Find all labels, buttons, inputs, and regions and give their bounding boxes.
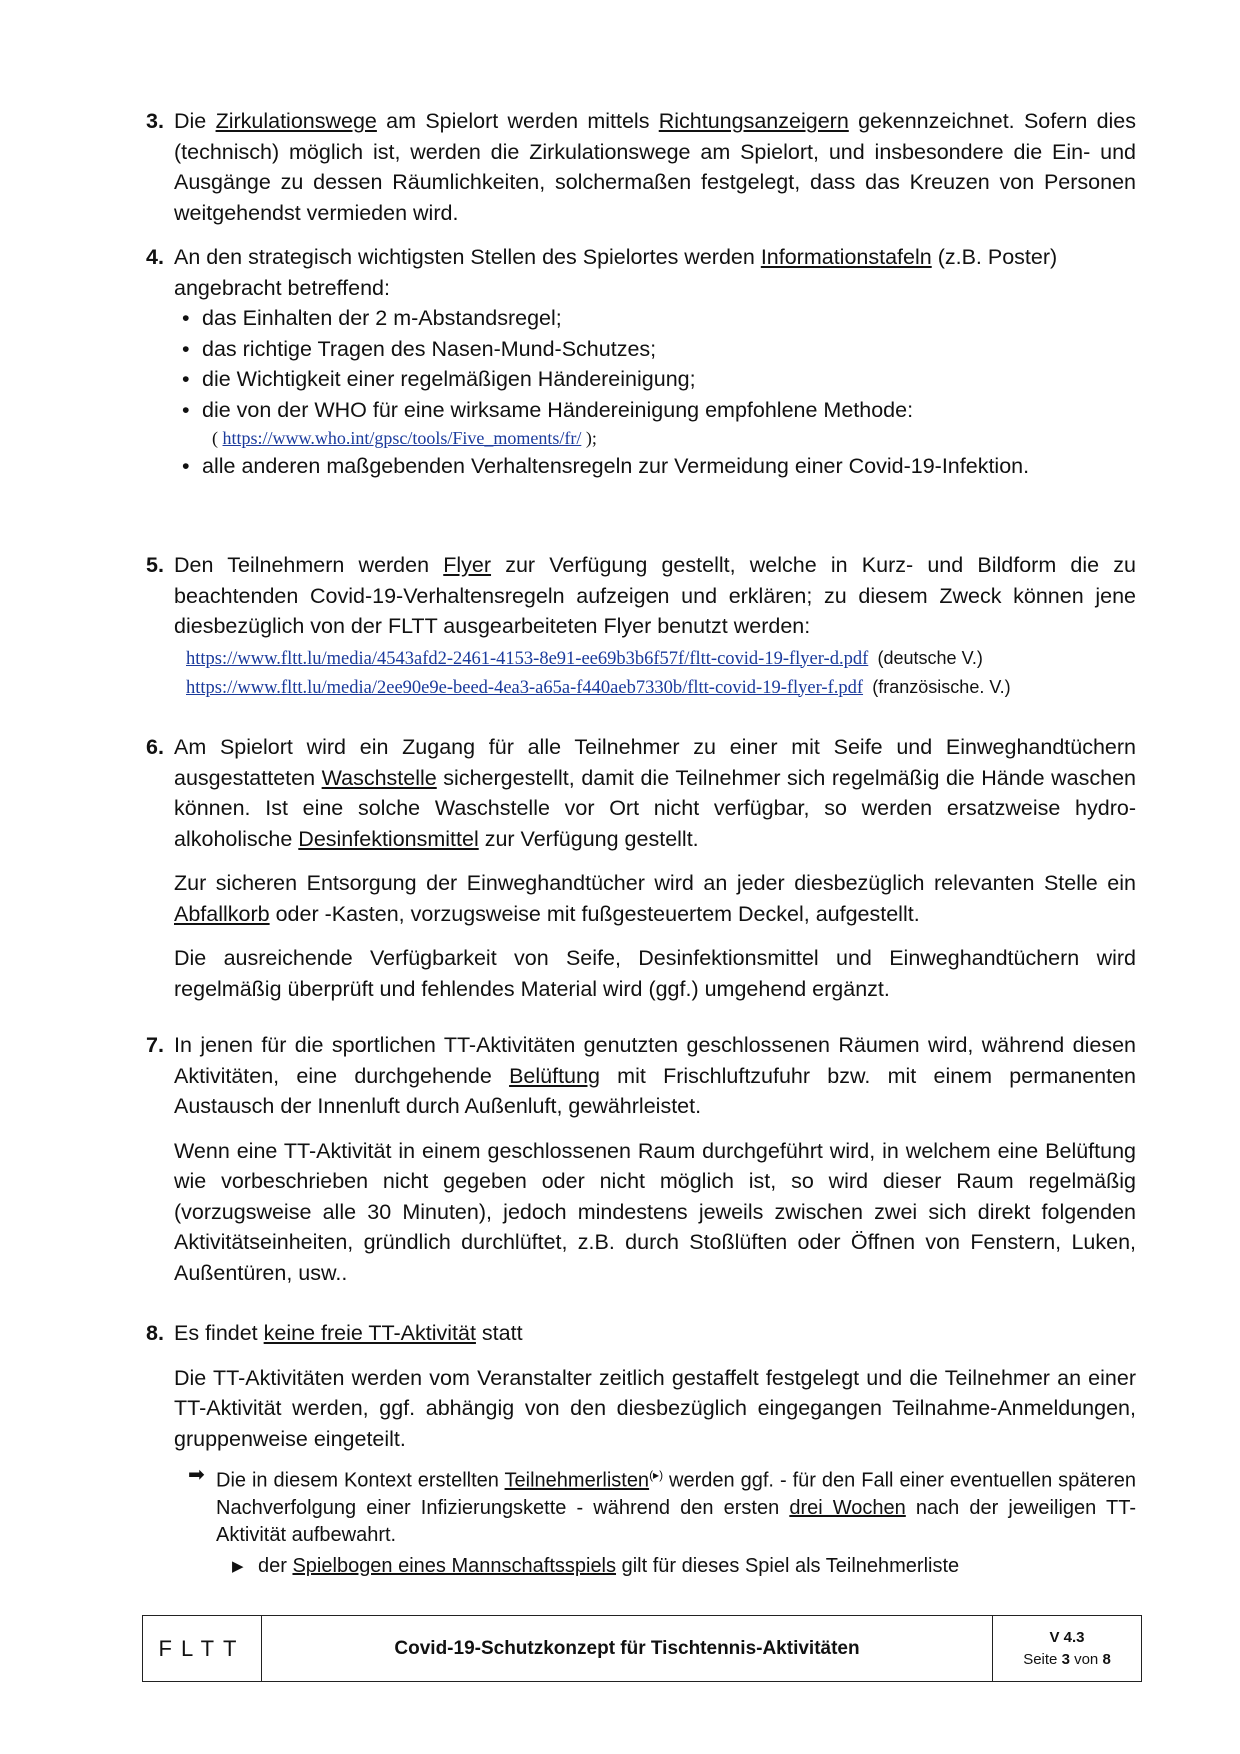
section-number: 6. (146, 735, 164, 759)
section-text: An den strategisch wichtigsten Stellen des Spielortes werden Informationstafeln (z.B. Poster) angebracht betreffend: (174, 245, 1058, 300)
list-item: • die Wichtigkeit einer regelmäßigen Händereinigung; (182, 367, 696, 391)
list-item: • alle anderen maßgebenden Verhaltensregeln zur Vermeidung einer Covid-19-Infektion. (182, 454, 1030, 478)
section-4 (146, 242, 1136, 482)
section-number: 7. (146, 1033, 164, 1057)
section-6 (146, 732, 1136, 1004)
section-text: Die Zirkulationswege am Spielort werden mittels Richtungsanzeigern gekennzeichnet. Sofern dies (technisch) möglich ist, werden die Zirkulationswege am Spielort, und insbesondere die Ein- und Ausgänge zu dessen Räumlichkeiten, solchermaßen festgelegt, dass das Kreuzen von Personen weitgehendst vermieden wird. (174, 109, 1137, 225)
who-link-line: ( https://www.who.int/gpsc/tools/Five_moments/fr/ ); (212, 428, 597, 448)
section-number: 4. (146, 245, 164, 269)
triangle-note: ▶ der Spielbogen eines Mannschaftsspiels gilt für dieses Spiel als Teilnehmerliste (232, 1553, 1136, 1580)
flyer-link-de[interactable]: https://www.fltt.lu/media/4543afd2-2461-4153-8e91-ee69b3b6f57f/fltt-covid-19-flyer-d.pdf (186, 648, 869, 669)
footer-version: V 4.3 (1049, 1628, 1085, 1646)
flyer-link-fr[interactable]: https://www.fltt.lu/media/2ee90e9e-beed-4ea3-a65a-f440aeb7330b/fltt-covid-19-flyer-f.pdf (186, 677, 864, 698)
footer-page-info (993, 1616, 1141, 1681)
section-text: Es findet keine freie TT-Aktivität statt (174, 1321, 523, 1345)
section-3 (146, 106, 1136, 228)
list-item: • die von der WHO für eine wirksame Händereinigung empfohlene Methode: (182, 397, 914, 422)
section-text: Die TT-Aktivitäten werden vom Veranstalter zeitlich gestaffelt festgelegt und die Teilnehmer an einer TT-Aktivität werden, ggf. abhängig von den diesbezüglich eingegangen Teilnahme-Anmeldungen, gruppenweise eingeteilt. (174, 1365, 1136, 1451)
list-item: • das Einhalten der 2 m-Abstandsregel; (182, 306, 562, 330)
flyer-links: https://www.fltt.lu/media/4543afd2-2461-4153-8e91-ee69b3b6f57f/fltt-covid-19-flyer-d.pdf (deutsche V.) https://www.fltt.lu/media/2ee90e9e-beed-4ea3-a65a-f440aeb7330b/fltt-covid-19-flyer-f.pdf (französische. V.) (186, 647, 1011, 698)
arrow-note: ➡ Die in diesem Kontext erstellten Teilnehmerlisten(▸) werden ggf. - für den Fall einer eventuellen späteren Nachverfolgung einer Infizierungskette - während den ersten drei Wochen nach der jeweiligen TT-Aktivität aufbewahrt. (188, 1464, 1137, 1546)
bullet-list (174, 451, 1136, 482)
section-8 (146, 1318, 1136, 1580)
arrow-right-icon: ➡ (188, 1464, 205, 1486)
section-text: Die ausreichende Verfügbarkeit von Seife, Desinfektionsmittel und Einweghandtüchern wird regelmäßig überprüft und fehlendes Material wird (ggf.) umgehend ergänzt. (174, 946, 1136, 1001)
page-footer (142, 1615, 1142, 1682)
bullet-list (174, 303, 1136, 425)
who-link[interactable]: https://www.who.int/gpsc/tools/Five_moments/fr/ (222, 428, 582, 448)
list-item: • das richtige Tragen des Nasen-Mund-Schutzes; (182, 336, 657, 361)
section-text: Zur sicheren Entsorgung der Einweghandtücher wird an jeder diesbezüglich relevanten Stelle ein Abfallkorb oder -Kasten, vorzugsweise mit fußgesteuertem Deckel, aufgestellt. (174, 871, 1136, 926)
footer-org: FLTT (143, 1616, 262, 1681)
section-5 (146, 550, 1136, 702)
section-text: Den Teilnehmern werden Flyer zur Verfügung gestellt, welche in Kurz- und Bildform die zu beachtenden Covid-19-Verhaltensregeln aufzeigen und erklären; zu diesem Zweck können jene diesbezüglich von der FLTT ausgearbeiteten Flyer benutzt werden: (174, 553, 1137, 638)
section-number: 5. (146, 553, 164, 577)
section-number: 8. (146, 1321, 164, 1345)
section-number: 3. (146, 109, 164, 133)
triangle-right-icon: ▶ (232, 1557, 244, 1575)
section-7 (146, 1030, 1136, 1288)
section-text: In jenen für die sportlichen TT-Aktivitäten genutzten geschlossenen Räumen wird, während diesen Aktivitäten, eine durchgehende Belüftung mit Frischluftzufuhr bzw. mit einem permanenten Austausch der Innenluft durch Außenluft, gewährleistet. (174, 1033, 1137, 1118)
section-text: Am Spielort wird ein Zugang für alle Teilnehmer zu einer mit Seife und Einweghandtüchern ausgestatteten Waschstelle sichergestellt, damit die Teilnehmer sich regelmäßig die Hände waschen können. Ist eine solche Waschstelle vor Ort nicht verfügbar, so werden ersatzweise hydro-alkoholische Desinfektionsmittel zur Verfügung gestellt. (174, 735, 1136, 851)
section-text: Wenn eine TT-Aktivität in einem geschlossenen Raum durchgeführt wird, in welchem eine Belüftung wie vorbeschrieben nicht gegeben oder nicht möglich ist, so wird dieser Raum regelmäßig (vorzugsweise alle 30 Minuten), jedoch mindestens jeweils zwischen zwei sich direkt folgenden Aktivitätseinheiten, gründlich durchlüftet, z.B. durch Stoßlüften oder Öffnen von Fenstern, Luken, Außentüren, usw.. (174, 1138, 1136, 1285)
footer-title: Covid-19-Schutzkonzept für Tischtennis-Aktivitäten (262, 1616, 993, 1681)
footer-page-number: Seite 3 von 8 (1023, 1650, 1111, 1668)
